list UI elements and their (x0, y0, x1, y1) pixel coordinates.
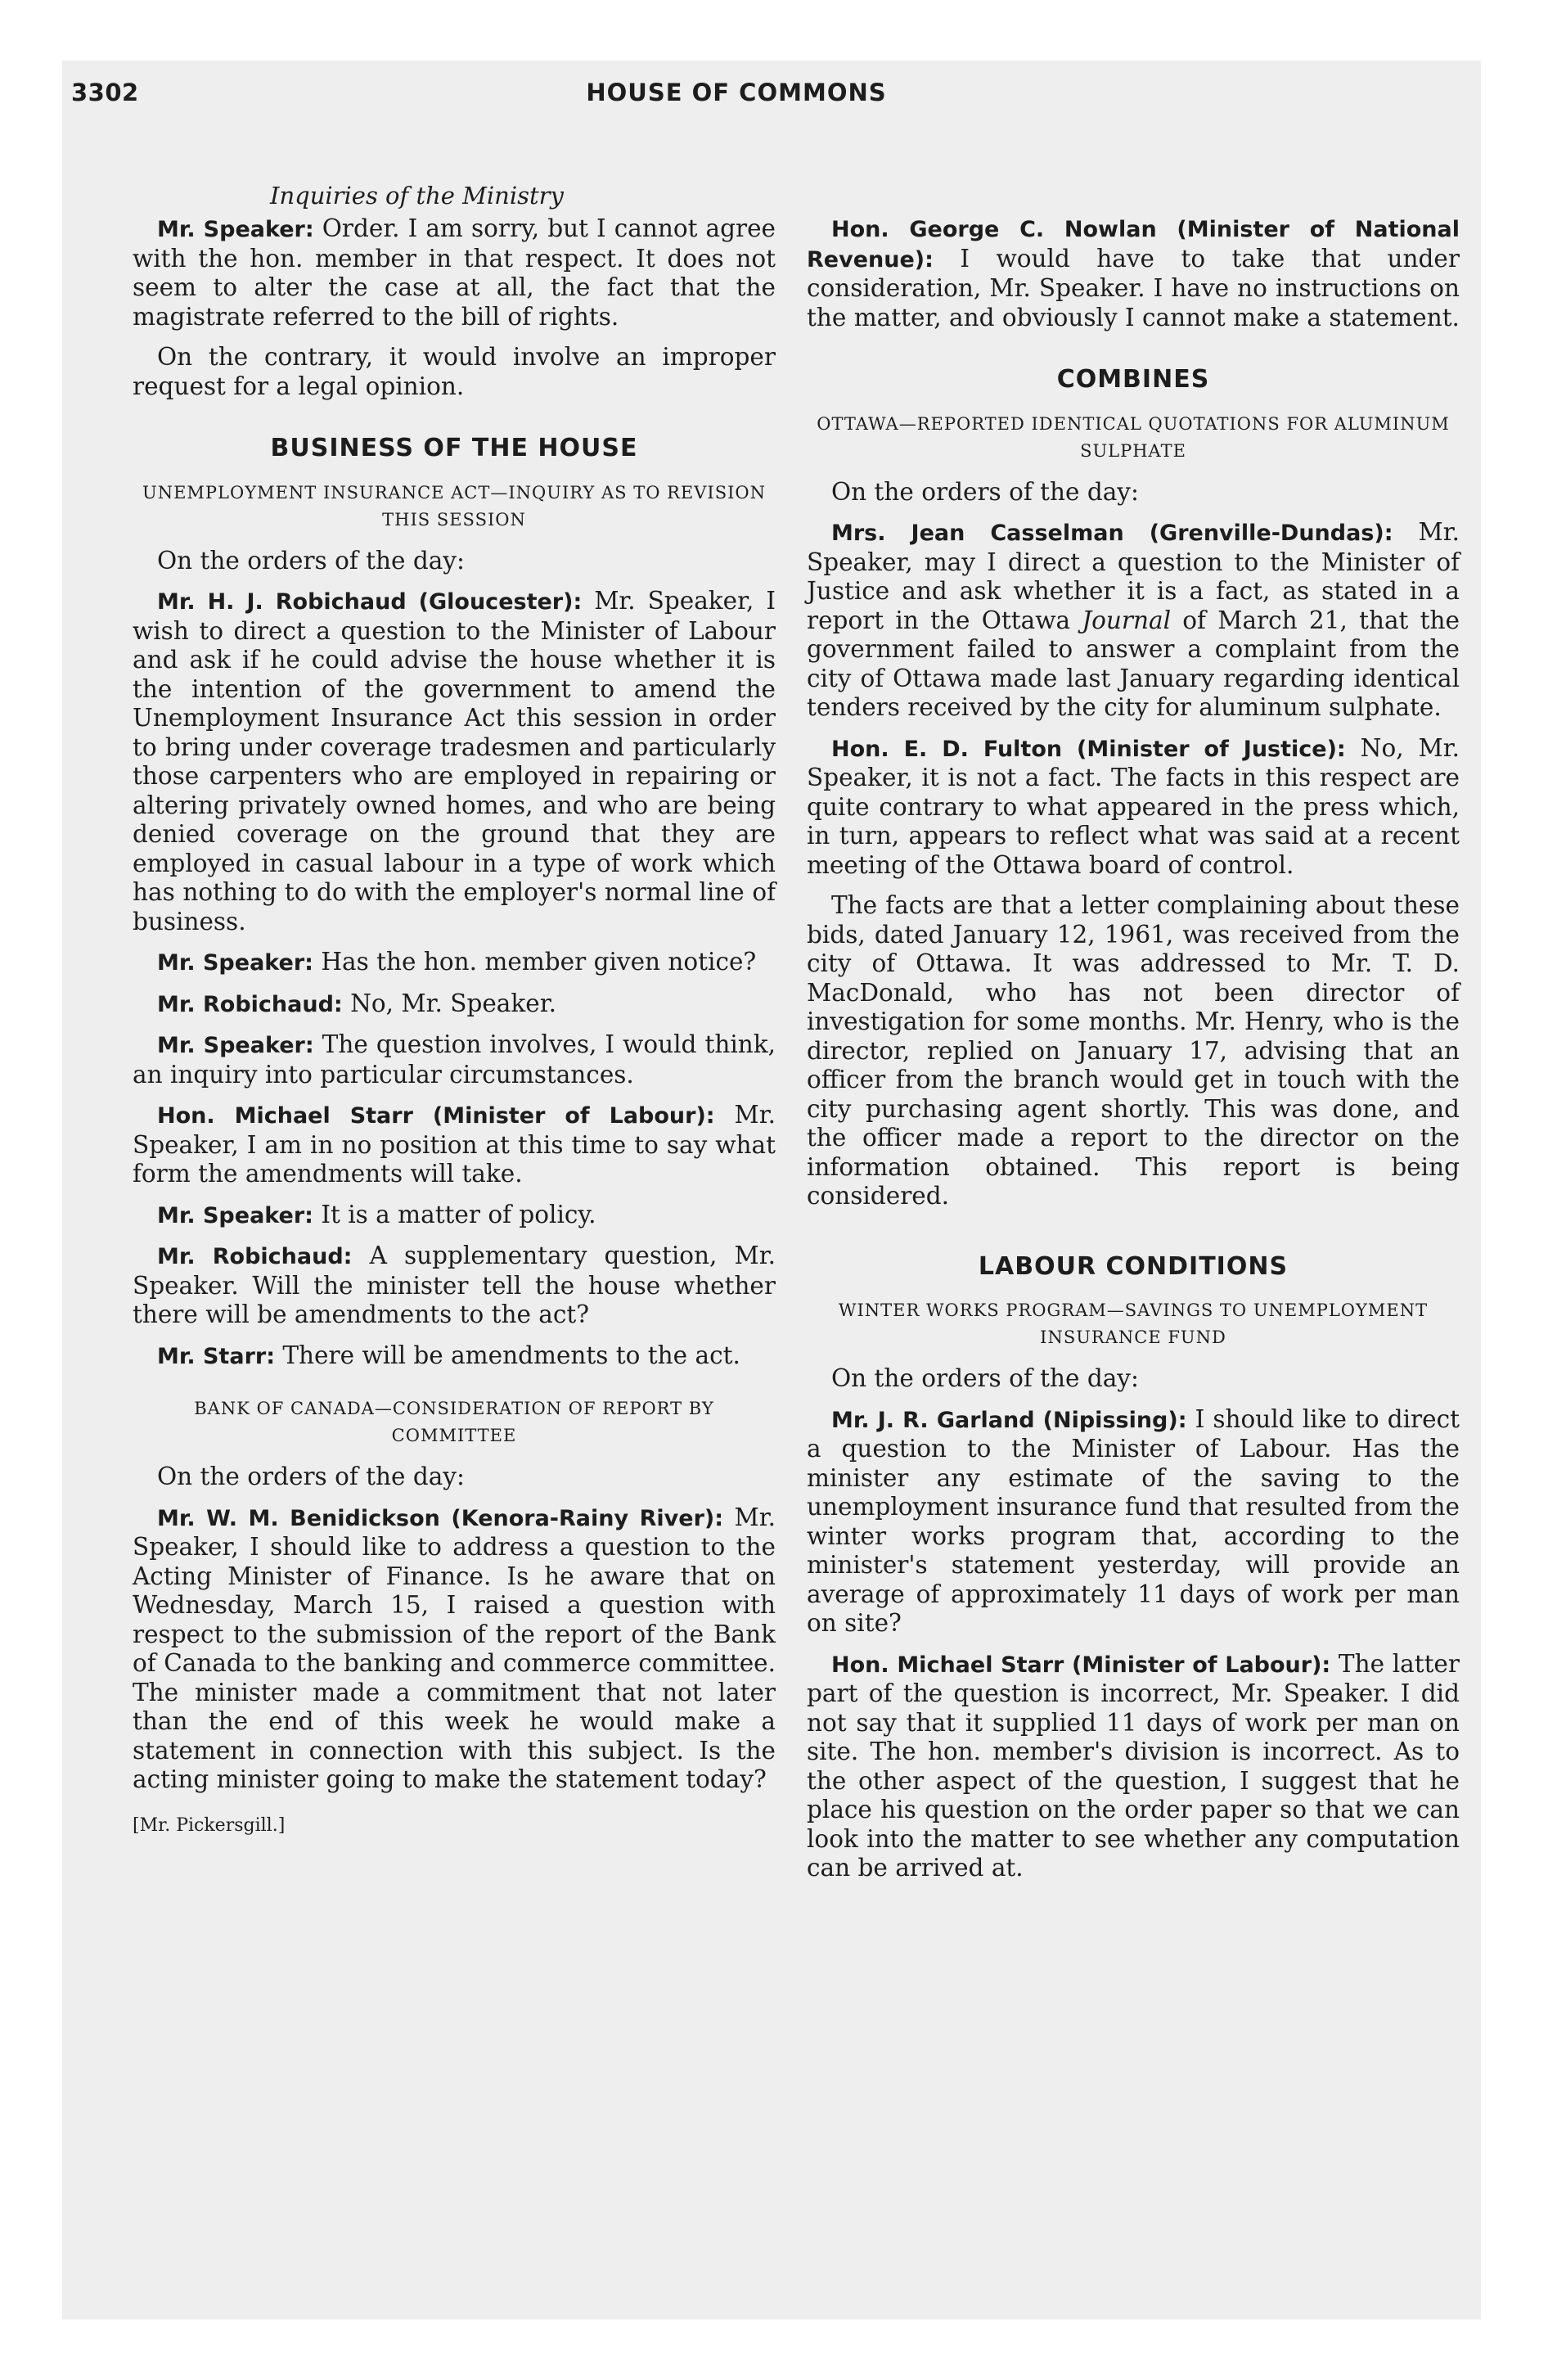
speaker-name: Mr. Speaker: (157, 1202, 313, 1228)
speaker-name: Hon. Michael Starr (Minister of Labour): (157, 1103, 715, 1129)
speaker-name: Mr. Speaker: (157, 950, 313, 976)
paragraph (133, 1201, 776, 1231)
speaker-name: Mr. W. M. Benidickson (Kenora-Rainy River): (157, 1505, 724, 1531)
paragraph (133, 948, 776, 978)
section-heading: LABOUR CONDITIONS (978, 1251, 1289, 1281)
orders-line: On the orders of the day: (157, 1463, 465, 1490)
paragraph-text: There will be amendments to the act. (275, 1341, 740, 1369)
speaker-name: Mr. Speaker: (157, 1033, 314, 1058)
paragraph-text: of March 21, that the government failed to answer a complaint from the city of Ottawa made last January regarding identical tenders received by the city for aluminum sulphate. (807, 606, 1460, 721)
paragraph (133, 1503, 776, 1795)
paragraph (133, 214, 776, 331)
paragraph (807, 891, 1460, 1211)
paragraph-text: Mr. Speaker, I am in no position at this time to say what form the amendments will take. (133, 1101, 776, 1188)
paragraph-text: The latter part of the question is incorrect, Mr. Speaker. I did not say that it supplied 11 days of work per man on site. The hon. member's division is incorrect. As to the other aspect of the question, I suggest that he place his question on the order paper so that we can look into the matter to see whether any computation can be arrived at. (807, 1649, 1460, 1882)
paragraph-text: Mr. Speaker, I should like to address a question to the Acting Minister of Finance. Is he aware that on Wednesday, March 15, I raised a question with respect to the submission of the report of the Bank of Canada to the banking and commerce committee. The minister made a commitment that not later than the end of this week he would make a statement in connection with this subject. Is the acting minister going to make the statement today? (133, 1503, 776, 1793)
page-title: HOUSE OF COMMONS (586, 79, 887, 106)
page-footer: [Mr. Pickersgill.] (133, 1814, 286, 1836)
paragraph (807, 1650, 1460, 1883)
paragraph (133, 989, 776, 1020)
paragraph (133, 1101, 776, 1189)
section-heading: COMBINES (1056, 365, 1210, 394)
section-heading: BUSINESS OF THE HOUSE (270, 434, 638, 462)
paragraph (807, 734, 1460, 881)
speaker-name: Hon. Michael Starr (Minister of Labour): (831, 1652, 1331, 1678)
paragraph-text: A supplementary question, Mr. Speaker. Will the minister tell the house whether there will be amendments to the act? (133, 1242, 776, 1328)
running-header (71, 79, 1402, 111)
paragraph-text: On the contrary, it would involve an improper request for a legal opinion. (133, 343, 776, 400)
paragraph (133, 1030, 776, 1089)
paragraph (807, 1405, 1460, 1639)
subsection-heading: OTTAWA—REPORTED IDENTICAL QUOTATIONS FOR ALUMINUM SULPHATE (817, 413, 1450, 461)
right-column (807, 214, 1460, 1895)
paragraph (133, 1242, 776, 1330)
paragraph-text: It is a matter of policy. (313, 1200, 596, 1228)
speaker-name: Mr. Starr: (157, 1343, 275, 1369)
paragraph-text: Has the hon. member given notice? (313, 948, 757, 976)
paragraph-text: The facts are that a letter complaining about these bids, dated January 12, 1961, was received from the city of Ottawa. It was addressed to Mr. T. D. MacDonald, who has not been director of investigation for some months. Mr. Henry, who is the director, replied on January 17, advising that an officer from the branch would get in touch with the city purchasing agent shortly. This was done, and the officer made a report to the director on the information obtained. This report is being considered. (807, 891, 1460, 1210)
subsection-heading: BANK OF CANADA—CONSIDERATION OF REPORT BY COMMITTEE (194, 1399, 714, 1445)
orders-line: On the orders of the day: (831, 477, 1139, 506)
paragraph-text: No, Mr. Speaker. (342, 989, 556, 1017)
orders-line: On the orders of the day: (157, 546, 465, 575)
section-subtitle: Inquiries of the Ministry (270, 182, 564, 210)
speaker-name: Mr. Robichaud: (157, 1244, 353, 1269)
paragraph (133, 1341, 776, 1372)
page-number: 3302 (71, 79, 139, 106)
speaker-name: Mr. H. J. Robichaud (Gloucester): (157, 589, 583, 615)
left-column (133, 214, 776, 1851)
paragraph-text: I should like to direct a question to the Minister of Labour. Has the minister any estimate of the saving to the unemployment insurance fund that resulted from the winter works program that, according to the minister's statement yesterday, will provide an average of approximately 11 days of work per man on site? (807, 1404, 1460, 1637)
paragraph-text: The question involves, I would think, an inquiry into particular circumstances. (133, 1030, 776, 1089)
paragraph (133, 587, 776, 936)
paragraph-text: I would have to take that under consideration, Mr. Speaker. I have no instructions on the matter, and obviously I cannot make a statement. (807, 244, 1460, 331)
publication-name: Journal (1082, 606, 1172, 634)
subsection-heading: WINTER WORKS PROGRAM—SAVINGS TO UNEMPLOYMENT INSURANCE FUND (838, 1300, 1429, 1347)
speaker-name: Mr. J. R. Garland (Nipissing): (831, 1407, 1187, 1433)
speaker-name: Hon. George C. Nowlan (Minister of National Revenue): (807, 217, 1460, 273)
paragraph-text: Mr. Speaker, may I direct a question to the Minister of Justice and ask whether it is a fact, as stated in a report in the Ottawa (807, 518, 1460, 634)
paragraph (133, 343, 776, 401)
speaker-name: Mr. Speaker: (157, 217, 314, 242)
paragraph (807, 518, 1460, 723)
speaker-name: Mr. Robichaud: (157, 991, 343, 1017)
speaker-name: Hon. E. D. Fulton (Minister of Justice): (831, 736, 1346, 762)
paragraph-text: No, Mr. Speaker, it is not a fact. The facts in this respect are quite contrary to what appeared in the press which, in turn, appears to reflect what was said at a recent meeting of the Ottawa board of control. (807, 733, 1460, 879)
subsection-heading: UNEMPLOYMENT INSURANCE ACT—INQUIRY AS TO REVISION THIS SESSION (142, 482, 766, 530)
speaker-name: Mrs. Jean Casselman (Grenville-Dundas): (831, 521, 1393, 546)
orders-line: On the orders of the day: (831, 1364, 1139, 1392)
paragraph-text: Order. I am sorry, but I cannot agree with the hon. member in that respect. It does not seem to alter the case at all, the fact that the magistrate referred to the bill of rights. (133, 214, 776, 331)
paragraph-text: Mr. Speaker, I wish to direct a question to the Minister of Labour and ask if he could advise the house whether it is the intention of the government to amend the Unemployment Insurance Act this session in order to bring under coverage tradesmen and particularly those carpenters who are employed in repairing or altering privately owned homes, and who are being denied coverage on the ground that they are employed in casual labour in a type of work which has nothing to do with the employer's normal line of business. (133, 587, 776, 935)
paragraph (807, 214, 1460, 332)
